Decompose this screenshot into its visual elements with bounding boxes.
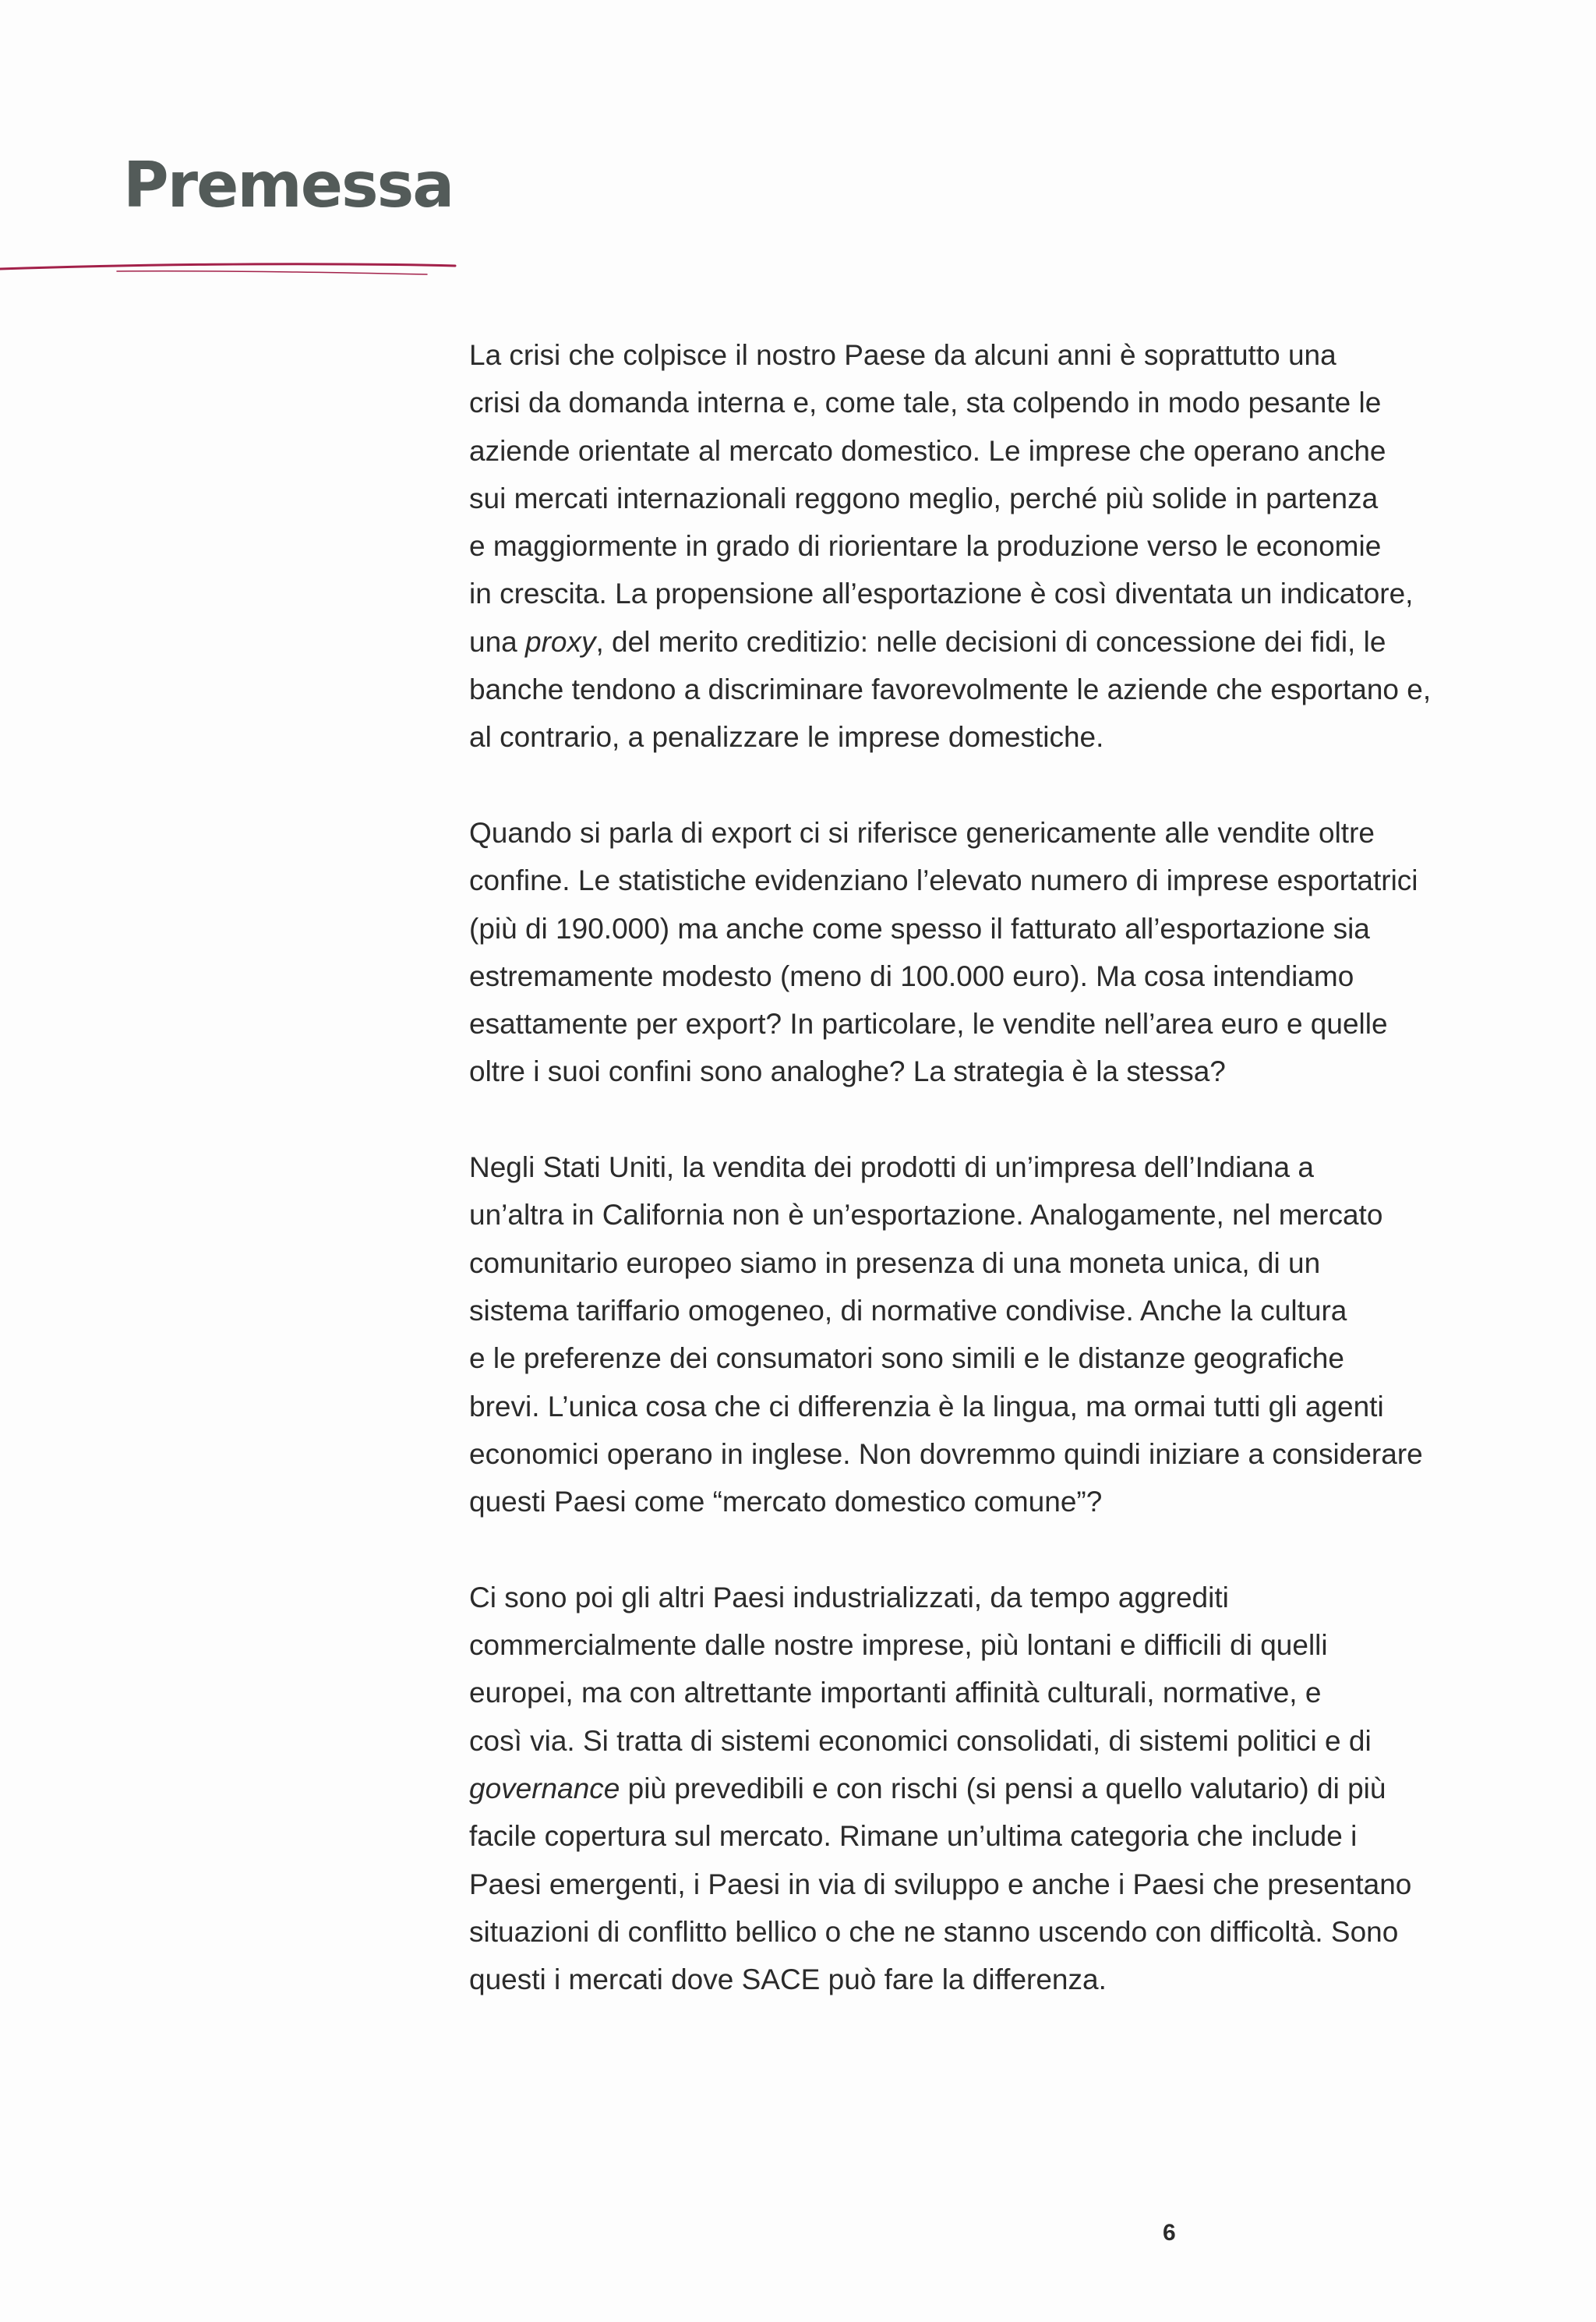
text-line: facile copertura sul mercato. Rimane un’ultima categoria che include i [469, 1820, 1358, 1853]
page-number: 6 [1163, 2220, 1176, 2246]
text-line: estremamente modesto (meno di 100.000 euro). Ma cosa intendiamo [469, 960, 1354, 992]
text-segment: una [469, 625, 526, 658]
text-line: situazioni di conflitto bellico o che ne stanno uscendo con difficoltà. Sono [469, 1915, 1399, 1948]
paragraph-3 [469, 1143, 1482, 1525]
text-line: economici operano in inglese. Non dovremmo quindi iniziare a considerare [469, 1437, 1423, 1470]
text-line: al contrario, a penalizzare le imprese domestiche. [469, 721, 1104, 754]
text-line: e maggiormente in grado di riorientare la produzione verso le economie [469, 530, 1382, 563]
text-line [469, 618, 1482, 666]
text-line: e le preferenze dei consumatori sono simili e le distanze geografiche [469, 1342, 1344, 1375]
text-line: sistema tariffario omogeneo, di normative condivise. Anche la cultura [469, 1294, 1347, 1327]
text-line: La crisi che colpisce il nostro Paese da alcuni anni è soprattutto una [469, 339, 1336, 371]
paragraph-1 [469, 331, 1482, 762]
text-line [469, 1765, 1482, 1812]
text-line: confine. Le statistiche evidenziano l’elevato numero di imprese esportatrici [469, 864, 1418, 897]
title-underline-decoration [0, 256, 468, 287]
text-line: crisi da domanda interna e, come tale, sta colpendo in modo pesante le [469, 387, 1382, 419]
text-line: questi Paesi come “mercato domestico comune”? [469, 1486, 1103, 1518]
paragraph-4 [469, 1574, 1482, 2004]
text-line: così via. Si tratta di sistemi economici consolidati, di sistemi politici e di [469, 1724, 1372, 1757]
text-line: comunitario europeo siamo in presenza di una moneta unica, di un [469, 1246, 1321, 1279]
text-line: banche tendono a discriminare favorevolmente le aziende che esportano e, [469, 673, 1432, 706]
text-line: europei, ma con altrettante importanti affinità culturali, normative, e [469, 1677, 1322, 1709]
text-line: oltre i suoi confini sono analoghe? La strategia è la stessa? [469, 1055, 1226, 1088]
text-line: (più di 190.000) ma anche come spesso il fatturato all’esportazione sia [469, 912, 1370, 945]
text-line: Quando si parla di export ci si riferisce genericamente alle vendite oltre [469, 816, 1375, 849]
text-line: in crescita. La propensione all’esportazione è così diventata un indicatore, [469, 578, 1414, 610]
paragraph-2 [469, 809, 1482, 1096]
body-text [469, 331, 1482, 2052]
text-segment: , del merito creditizio: nelle decisioni di concessione dei fidi, le [595, 625, 1386, 658]
italic-term: proxy [525, 625, 596, 658]
underline-stroke-main [0, 264, 455, 269]
italic-term: governance [469, 1772, 620, 1804]
text-line: Paesi emergenti, i Paesi in via di sviluppo e anche i Paesi che presentano [469, 1868, 1412, 1900]
underline-stroke-secondary [117, 271, 427, 274]
text-line: questi i mercati dove SACE può fare la differenza. [469, 1963, 1107, 1996]
text-line: aziende orientate al mercato domestico. Le imprese che operano anche [469, 434, 1386, 467]
text-line: brevi. L’unica cosa che ci differenzia è la lingua, ma ormai tutti gli agenti [469, 1390, 1384, 1423]
text-line: Negli Stati Uniti, la vendita dei prodotti di un’impresa dell’Indiana a [469, 1151, 1314, 1184]
text-segment: più prevedibili e con rischi (si pensi a quello valutario) di più [620, 1772, 1386, 1804]
text-line: esattamente per export? In particolare, le vendite nell’area euro e quelle [469, 1008, 1388, 1041]
text-line: sui mercati internazionali reggono meglio, perché più solide in partenza [469, 482, 1379, 514]
text-line: commercialmente dalle nostre imprese, più lontani e difficili di quelli [469, 1629, 1328, 1662]
text-line: Ci sono poi gli altri Paesi industrializzati, da tempo aggrediti [469, 1581, 1229, 1613]
text-line: un’altra in California non è un’esportazione. Analogamente, nel mercato [469, 1199, 1383, 1232]
page-title: Premessa [123, 149, 454, 221]
